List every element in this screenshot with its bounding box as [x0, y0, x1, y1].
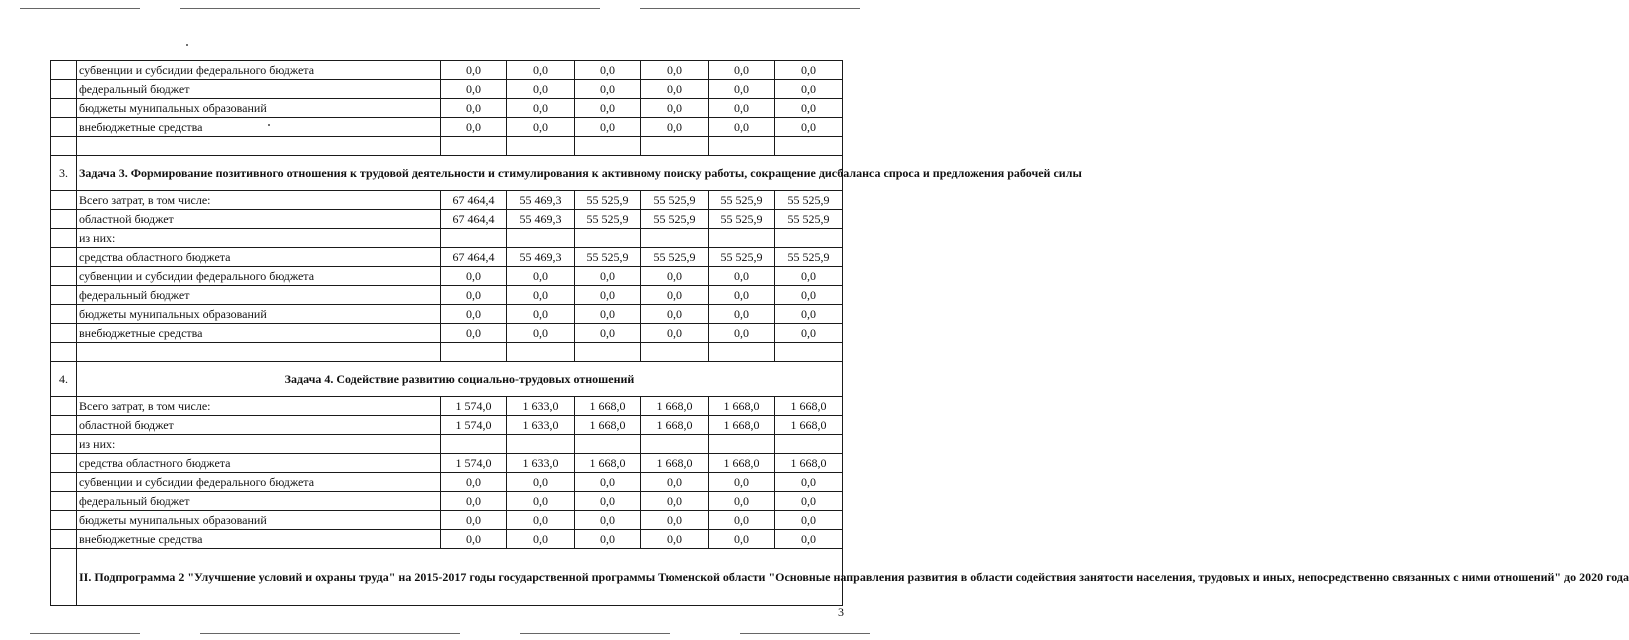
value-cell: 0,0	[441, 267, 507, 286]
empty-cell	[441, 137, 507, 156]
index-cell	[51, 324, 77, 343]
empty-cell	[507, 137, 575, 156]
empty-cell	[51, 343, 77, 362]
row-label: субвенции и субсидии федерального бюджета	[77, 267, 441, 286]
value-cell: 1 574,0	[441, 454, 507, 473]
row-label: Всего затрат, в том числе:	[77, 397, 441, 416]
index-cell	[51, 267, 77, 286]
table-row-data	[51, 492, 843, 511]
value-cell: 0,0	[775, 267, 843, 286]
value-cell: 0,0	[441, 80, 507, 99]
subprogram-heading: II. Подпрограмма 2 "Улучшение условий и охраны труда" на 2015-2017 годы государственной программы Тюменской области "Основные направления развития в области содействия занятости населения, трудовых и иных, непосредственно связанных с ними отношений" до 2020 года	[77, 549, 843, 606]
task-heading: Задача 3. Формирование позитивного отношения к трудовой деятельности и стимулирования к активному поиску работы, сокращение дисбаланса спроса и предложения рабочей силы	[77, 156, 843, 191]
value-cell: 0,0	[575, 492, 641, 511]
value-cell: 55 525,9	[709, 210, 775, 229]
table-row-data	[51, 530, 843, 549]
value-cell: 0,0	[775, 118, 843, 137]
budget-table	[50, 60, 1629, 606]
value-cell: 1 668,0	[709, 416, 775, 435]
value-cell: 0,0	[507, 118, 575, 137]
row-label: областной бюджет	[77, 210, 441, 229]
value-cell: 55 469,3	[507, 248, 575, 267]
value-cell: 0,0	[709, 99, 775, 118]
row-label: бюджеты мунипальных образований	[77, 305, 441, 324]
index-cell	[51, 492, 77, 511]
value-cell: 0,0	[507, 324, 575, 343]
value-cell: 1 668,0	[775, 454, 843, 473]
value-cell	[775, 435, 843, 454]
value-cell: 0,0	[709, 286, 775, 305]
empty-cell	[709, 343, 775, 362]
value-cell: 0,0	[775, 286, 843, 305]
empty-cell	[775, 343, 843, 362]
value-cell	[709, 229, 775, 248]
value-cell: 0,0	[507, 511, 575, 530]
value-cell: 0,0	[775, 80, 843, 99]
index-cell	[51, 248, 77, 267]
value-cell: 0,0	[575, 473, 641, 492]
value-cell: 55 525,9	[641, 248, 709, 267]
row-label: субвенции и субсидии федерального бюджета	[77, 473, 441, 492]
value-cell: 0,0	[641, 530, 709, 549]
value-cell: 0,0	[775, 305, 843, 324]
scan-bottom-rule	[200, 633, 460, 634]
row-label: областной бюджет	[77, 416, 441, 435]
table-row-data	[51, 416, 843, 435]
table-row-data	[51, 435, 843, 454]
index-cell	[51, 191, 77, 210]
value-cell	[641, 435, 709, 454]
value-cell: 0,0	[775, 492, 843, 511]
empty-cell	[709, 137, 775, 156]
value-cell: 55 525,9	[641, 210, 709, 229]
index-cell	[51, 473, 77, 492]
value-cell: 1 574,0	[441, 397, 507, 416]
table-row-data	[51, 454, 843, 473]
row-label: из них:	[77, 435, 441, 454]
value-cell: 0,0	[775, 473, 843, 492]
empty-cell	[77, 343, 441, 362]
value-cell	[775, 229, 843, 248]
value-cell: 0,0	[775, 324, 843, 343]
value-cell: 0,0	[575, 99, 641, 118]
value-cell: 0,0	[709, 305, 775, 324]
table-row-subprogram	[51, 549, 843, 606]
value-cell: 0,0	[575, 305, 641, 324]
value-cell: 0,0	[441, 492, 507, 511]
table-row-data	[51, 191, 843, 210]
table-row-data	[51, 511, 843, 530]
value-cell: 0,0	[709, 267, 775, 286]
index-cell	[51, 305, 77, 324]
value-cell: 1 574,0	[441, 416, 507, 435]
scan-bottom-rule	[740, 633, 870, 634]
value-cell: 0,0	[641, 118, 709, 137]
value-cell	[441, 229, 507, 248]
value-cell: 55 525,9	[775, 210, 843, 229]
value-cell: 0,0	[775, 511, 843, 530]
value-cell: 0,0	[709, 492, 775, 511]
value-cell: 0,0	[575, 511, 641, 530]
table-row-data	[51, 267, 843, 286]
value-cell: 0,0	[507, 61, 575, 80]
empty-cell	[775, 137, 843, 156]
index-cell	[51, 397, 77, 416]
value-cell: 55 525,9	[575, 210, 641, 229]
index-cell	[51, 80, 77, 99]
value-cell: 0,0	[775, 61, 843, 80]
value-cell: 0,0	[575, 80, 641, 99]
task-heading: Задача 4. Содействие развитию социально-трудовых отношений	[77, 362, 843, 397]
value-cell: 0,0	[441, 324, 507, 343]
value-cell: 1 668,0	[775, 416, 843, 435]
empty-cell	[575, 137, 641, 156]
value-cell: 1 633,0	[507, 416, 575, 435]
value-cell: 0,0	[709, 511, 775, 530]
value-cell: 0,0	[641, 305, 709, 324]
value-cell: 1 668,0	[575, 397, 641, 416]
value-cell: 1 668,0	[641, 416, 709, 435]
index-cell	[51, 99, 77, 118]
value-cell: 0,0	[709, 118, 775, 137]
value-cell: 0,0	[709, 80, 775, 99]
table-row-task	[51, 362, 843, 397]
row-label: средства областного бюджета	[77, 248, 441, 267]
value-cell: 0,0	[575, 530, 641, 549]
row-label: внебюджетные средства	[77, 530, 441, 549]
value-cell: 0,0	[507, 267, 575, 286]
scan-top-rule	[640, 8, 860, 9]
empty-cell	[51, 137, 77, 156]
value-cell	[575, 229, 641, 248]
table-row-blank	[51, 343, 843, 362]
index-cell	[51, 118, 77, 137]
value-cell: 0,0	[441, 61, 507, 80]
page-number: 3	[838, 605, 844, 619]
value-cell: 0,0	[507, 286, 575, 305]
table-row-data	[51, 80, 843, 99]
value-cell: 0,0	[441, 530, 507, 549]
empty-cell	[575, 343, 641, 362]
table-row-data	[51, 305, 843, 324]
table-row-data	[51, 286, 843, 305]
index-cell	[51, 454, 77, 473]
value-cell: 0,0	[507, 305, 575, 324]
value-cell: 67 464,4	[441, 191, 507, 210]
task-number: 4.	[51, 362, 77, 397]
index-cell	[51, 511, 77, 530]
value-cell	[709, 435, 775, 454]
value-cell	[441, 435, 507, 454]
value-cell: 1 668,0	[709, 454, 775, 473]
table-row-data	[51, 61, 843, 80]
scan-top-rule	[180, 8, 600, 9]
empty-cell	[641, 137, 709, 156]
scan-bottom-rule	[520, 633, 670, 634]
value-cell: 0,0	[641, 492, 709, 511]
value-cell: 0,0	[507, 530, 575, 549]
value-cell: 0,0	[641, 473, 709, 492]
value-cell: 55 525,9	[641, 191, 709, 210]
empty-cell	[507, 343, 575, 362]
value-cell: 67 464,4	[441, 210, 507, 229]
value-cell: 0,0	[507, 99, 575, 118]
table-row-data	[51, 210, 843, 229]
value-cell: 0,0	[709, 61, 775, 80]
empty-cell	[641, 343, 709, 362]
table-row-data	[51, 397, 843, 416]
index-cell	[51, 61, 77, 80]
table-row-task	[51, 156, 843, 191]
table-row-data	[51, 324, 843, 343]
row-label: бюджеты мунипальных образований	[77, 511, 441, 530]
row-label: внебюджетные средства	[77, 118, 441, 137]
row-label: бюджеты мунипальных образований	[77, 99, 441, 118]
index-cell	[51, 435, 77, 454]
value-cell: 55 469,3	[507, 191, 575, 210]
value-cell: 0,0	[507, 473, 575, 492]
row-label: из них:	[77, 229, 441, 248]
value-cell: 0,0	[641, 324, 709, 343]
value-cell: 0,0	[441, 511, 507, 530]
empty-cell	[77, 137, 441, 156]
index-cell	[51, 530, 77, 549]
table-row-data	[51, 248, 843, 267]
value-cell: 0,0	[507, 492, 575, 511]
value-cell: 0,0	[441, 305, 507, 324]
value-cell: 0,0	[575, 61, 641, 80]
value-cell: 0,0	[575, 324, 641, 343]
task-number: 3.	[51, 156, 77, 191]
value-cell: 0,0	[709, 530, 775, 549]
value-cell	[641, 229, 709, 248]
value-cell: 0,0	[775, 99, 843, 118]
value-cell: 1 668,0	[641, 454, 709, 473]
value-cell: 0,0	[641, 80, 709, 99]
table-row-data	[51, 473, 843, 492]
row-label: Всего затрат, в том числе:	[77, 191, 441, 210]
value-cell: 0,0	[575, 286, 641, 305]
value-cell: 1 668,0	[775, 397, 843, 416]
value-cell: 1 668,0	[709, 397, 775, 416]
value-cell: 0,0	[441, 286, 507, 305]
index-cell	[51, 286, 77, 305]
value-cell: 67 464,4	[441, 248, 507, 267]
value-cell: 55 525,9	[775, 191, 843, 210]
value-cell: 55 469,3	[507, 210, 575, 229]
value-cell: 0,0	[575, 118, 641, 137]
value-cell	[507, 435, 575, 454]
value-cell	[507, 229, 575, 248]
table-row-data	[51, 118, 843, 137]
value-cell: 55 525,9	[575, 248, 641, 267]
row-label: федеральный бюджет	[77, 286, 441, 305]
value-cell: 1 633,0	[507, 397, 575, 416]
table-row-data	[51, 99, 843, 118]
table-row-blank	[51, 137, 843, 156]
table-row-data	[51, 229, 843, 248]
value-cell: 1 633,0	[507, 454, 575, 473]
value-cell: 1 668,0	[575, 416, 641, 435]
value-cell	[575, 435, 641, 454]
value-cell: 0,0	[441, 473, 507, 492]
value-cell: 0,0	[507, 80, 575, 99]
value-cell: 0,0	[709, 324, 775, 343]
row-label: субвенции и субсидии федерального бюджета	[77, 61, 441, 80]
value-cell: 55 525,9	[775, 248, 843, 267]
value-cell: 0,0	[641, 267, 709, 286]
row-label: федеральный бюджет	[77, 492, 441, 511]
scan-top-rule	[20, 8, 140, 9]
index-cell	[51, 549, 77, 606]
value-cell: 0,0	[641, 61, 709, 80]
value-cell: 55 525,9	[709, 248, 775, 267]
row-label: внебюджетные средства	[77, 324, 441, 343]
value-cell: 55 525,9	[709, 191, 775, 210]
value-cell: 0,0	[641, 286, 709, 305]
value-cell: 1 668,0	[641, 397, 709, 416]
index-cell	[51, 229, 77, 248]
value-cell: 0,0	[441, 99, 507, 118]
value-cell: 0,0	[641, 99, 709, 118]
value-cell: 0,0	[575, 267, 641, 286]
value-cell: 1 668,0	[575, 454, 641, 473]
empty-cell	[441, 343, 507, 362]
index-cell	[51, 416, 77, 435]
value-cell: 0,0	[641, 511, 709, 530]
scan-speck	[186, 44, 188, 46]
value-cell: 0,0	[775, 530, 843, 549]
value-cell: 0,0	[441, 118, 507, 137]
index-cell	[51, 210, 77, 229]
row-label: федеральный бюджет	[77, 80, 441, 99]
value-cell: 0,0	[709, 473, 775, 492]
value-cell: 55 525,9	[575, 191, 641, 210]
scan-bottom-rule	[30, 633, 140, 634]
row-label: средства областного бюджета	[77, 454, 441, 473]
